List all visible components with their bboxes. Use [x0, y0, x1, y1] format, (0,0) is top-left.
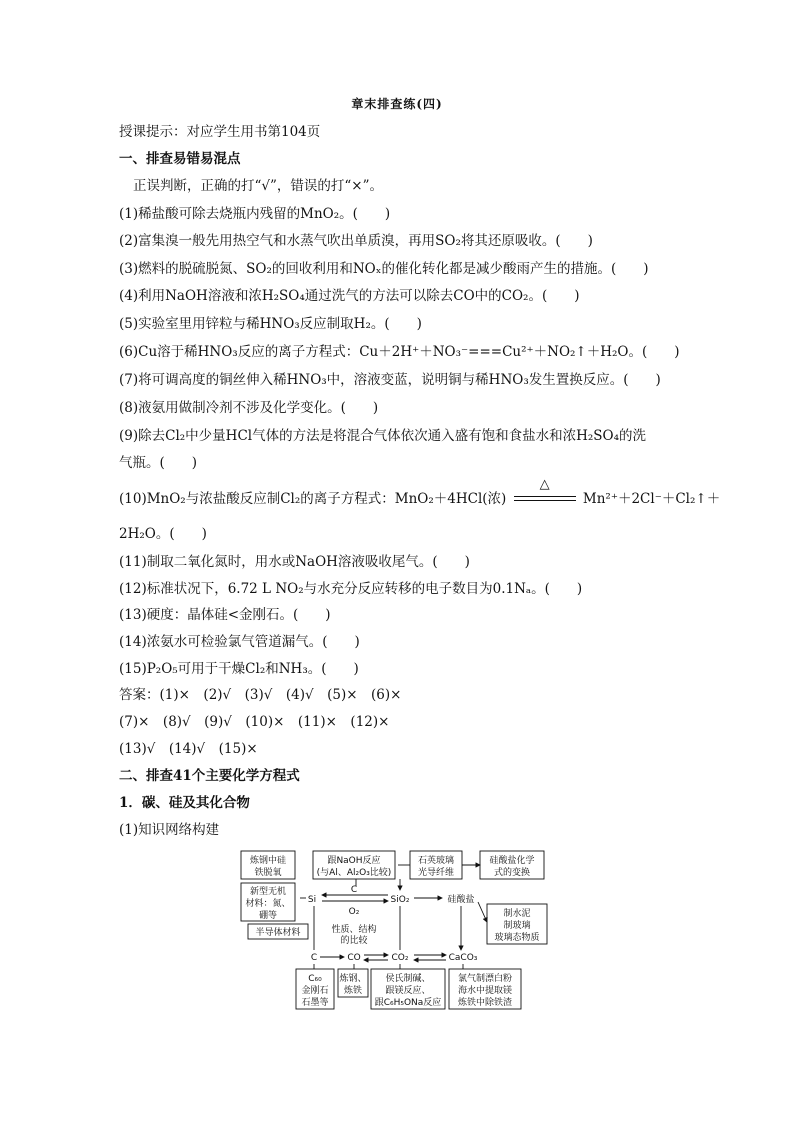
c60-text-3: 石墨等	[301, 998, 329, 1008]
question-6: (6)Cu溶于稀HNO₃反应的离子方程式：Cu＋2H⁺＋NO₃⁻===Cu²⁺＋NO₂↑＋H₂O。( )	[119, 344, 680, 360]
hou-text-2: 跟镁反应、	[385, 986, 431, 996]
question-13: (13)硬度：晶体硅<金刚石。( )	[119, 607, 331, 623]
ironmaking-text-1: 炼钢、	[339, 974, 367, 984]
label-o2: O₂	[348, 907, 360, 917]
c60-text-2: 金刚石	[301, 986, 329, 996]
reaction-condition-arrow	[514, 476, 576, 507]
label-co2: CO₂	[391, 953, 409, 963]
question-10-product: Mn²⁺＋2Cl⁻＋Cl₂↑＋	[582, 491, 721, 507]
section-heading-1: 一、排查易错易混点	[119, 151, 241, 167]
answers-line-1: 答案：(1)× (2)√ (3)√ (4)√ (5)× (6)×	[119, 687, 402, 703]
cement-text-1: 制水泥	[503, 909, 531, 919]
question-10-text: (10)MnO₂与浓盐酸反应制Cl₂的离子方程式：MnO₂＋4HCl(浓)	[119, 491, 507, 507]
question-14: (14)浓氨水可检验氯气管道漏气。( )	[119, 634, 360, 650]
compare-text-2: 的比较	[340, 936, 368, 946]
teaching-hint: 授课提示：对应学生用书第104页	[119, 124, 321, 140]
answers-line-2: (7)× (8)√ (9)√ (10)× (11)× (12)×	[119, 714, 390, 730]
knowledge-network-diagram	[238, 848, 558, 1013]
question-7: (7)将可调高度的铜丝伸入稀HNO₃中，溶液变蓝，说明铜与稀HNO₃发生置换反应。( )	[119, 372, 661, 388]
steel-text-1: 炼钢中硅	[249, 856, 287, 866]
new-materials-text-3: 硼等	[258, 911, 278, 921]
chlorine-text-2: 海水中提取镁	[457, 986, 513, 996]
silicate-formula-text-2: 式的变换	[493, 868, 531, 878]
question-3: (3)燃料的脱硫脱氮、SO₂的回收利用和NOₓ的催化转化都是减少酸雨产生的措施。( )	[119, 261, 649, 277]
question-4: (4)利用NaOH溶液和浓H₂SO₄通过洗气的方法可以除去CO中的CO₂。( )	[119, 288, 580, 304]
naoh-text-1: 跟NaOH反应	[327, 856, 381, 866]
new-materials-text-1: 新型无机	[249, 887, 287, 897]
silicate-formula-text-1: 硅酸盐化学	[489, 856, 535, 866]
quartz-text-2: 光导纤维	[417, 868, 455, 878]
label-sio2: SiO₂	[390, 895, 410, 905]
hou-text-3: 跟C₆H₅ONa反应	[374, 998, 442, 1008]
new-materials-text-2: 材料：氮、	[245, 899, 291, 909]
label-silicate: 硅酸盐	[447, 895, 475, 905]
page-title: 章末排查练(四)	[351, 97, 443, 111]
cement-text-3: 玻璃态物质	[494, 933, 540, 943]
label-c: C	[310, 953, 318, 963]
subsection-heading-1a: (1)知识网络构建	[119, 822, 220, 838]
semiconductor-text: 半导体材料	[255, 928, 301, 938]
cement-text-2: 制玻璃	[503, 921, 531, 931]
question-15: (15)P₂O₅可用于干燥Cl₂和NH₃。( )	[119, 661, 359, 677]
section-heading-2: 二、排查41个主要化学方程式	[119, 768, 300, 784]
label-caco3: CaCO₃	[448, 953, 478, 963]
heat-symbol: △	[539, 476, 550, 492]
label-si: Si	[307, 895, 317, 905]
label-co: CO	[347, 953, 361, 963]
question-10-line-1	[119, 476, 721, 508]
c60-text-1: C₆₀	[308, 974, 322, 984]
question-9-line-2: 气瓶。( )	[119, 455, 198, 471]
subsection-heading-1: 1．碳、硅及其化合物	[119, 795, 250, 811]
hou-text-1: 侯氏制碱、	[385, 974, 431, 984]
question-9-line-1: (9)除去Cl₂中少量HCl气体的方法是将混合气体依次通入盛有饱和食盐水和浓H₂SO₄的洗	[119, 428, 647, 444]
naoh-text-2: (与Al、Al₂O₃比较)	[316, 868, 392, 878]
question-1: (1)稀盐酸可除去烧瓶内残留的MnO₂。( )	[119, 206, 391, 222]
label-c-reductant: C	[350, 885, 358, 895]
chlorine-text-1: 氯气制漂白粉	[457, 974, 513, 984]
question-8: (8)液氨用做制冷剂不涉及化学变化。( )	[119, 400, 379, 416]
compare-text-1: 性质、结构	[331, 925, 377, 935]
ironmaking-text-2: 炼铁	[343, 986, 363, 996]
question-2: (2)富集溴一般先用热空气和水蒸气吹出单质溴，再用SO₂将其还原吸收。( )	[119, 233, 593, 249]
question-5: (5)实验室里用锌粒与稀HNO₃反应制取H₂。( )	[119, 316, 422, 332]
steel-text-2: 铁脱氧	[254, 868, 282, 878]
question-12: (12)标准状况下，6.72 L NO₂与水充分反应转移的电子数目为0.1Nₐ。( )	[119, 581, 583, 597]
question-10-line-2: 2H₂O。( )	[119, 526, 207, 542]
quartz-text-1: 石英玻璃	[417, 856, 455, 866]
answers-line-3: (13)√ (14)√ (15)×	[119, 741, 258, 757]
question-11: (11)制取二氧化氮时，用水或NaOH溶液吸收尾气。( )	[119, 554, 470, 570]
chlorine-text-3: 炼铁中除铁渣	[457, 998, 513, 1008]
instruction: 正误判断，正确的打“√”，错误的打“×”。	[133, 178, 384, 194]
